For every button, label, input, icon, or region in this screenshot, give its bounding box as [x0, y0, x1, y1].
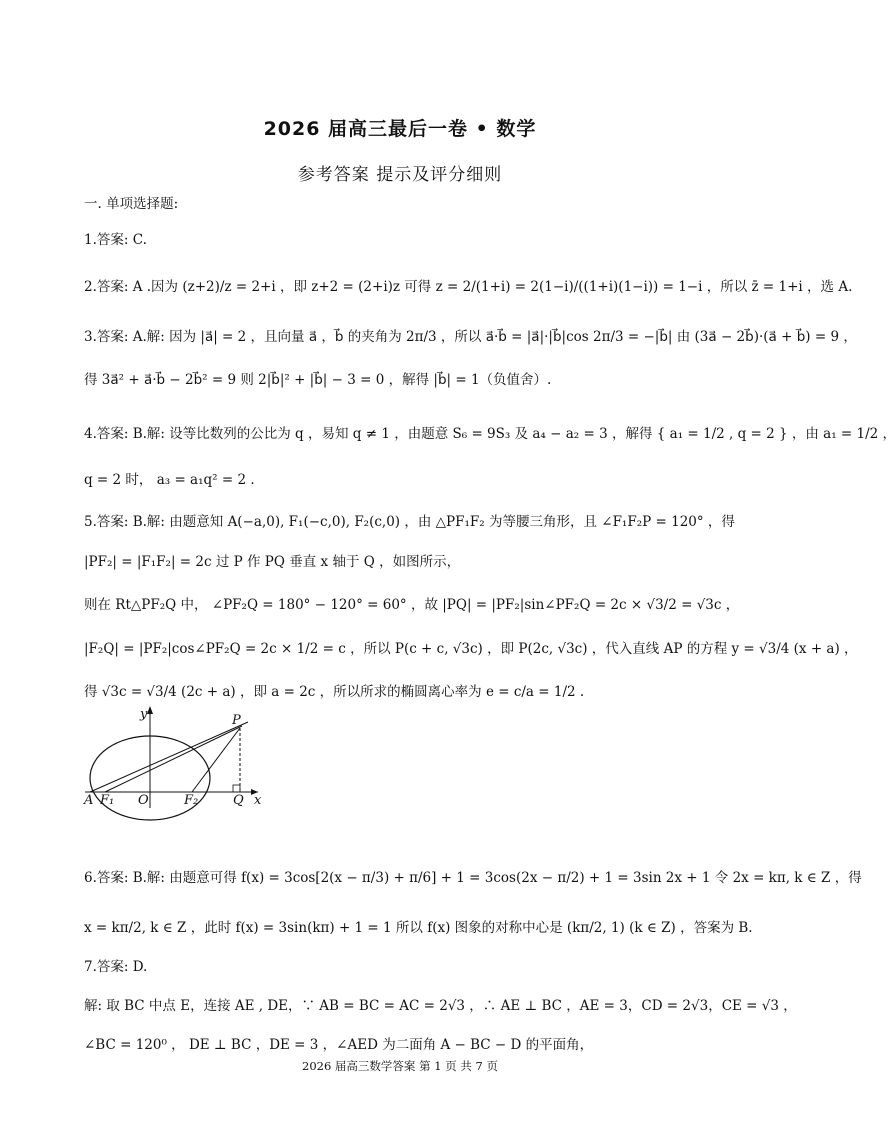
- answer-line-5c: 则在 Rt△PF₂Q 中， ∠PF₂Q = 180° − 120° = 60° ，故 |PQ| = |PF₂|sin∠PF₂Q = 2c × √3/2 = √3c ，: [84, 597, 740, 613]
- figure-label-p: P: [232, 713, 241, 728]
- answer-line-2: 2.答案: A .因为 (z+2)/z = 2+i ，即 z+2 = (2+i)z 可得 z = 2/(1+i) = 2(1−i)/((1+i)(1−i)) = 1−i ，所以 z̄ = 1+i ，选 A.: [84, 279, 853, 295]
- answer-line-5e: 得 √3c = √3/4 (2c + a) ，即 a = 2c ，所以所求的椭圆离心率为 e = c/a = 1/2 .: [84, 684, 585, 700]
- ellipse-diagram: [80, 700, 280, 810]
- figure-label-a: A: [84, 793, 94, 808]
- answer-line-5b: |PF₂| = |F₁F₂| = 2c 过 P 作 PQ 垂直 x 轴于 Q ，如图所示，: [84, 554, 461, 570]
- figure-label-y: y: [140, 707, 148, 722]
- figure-label-o: O: [138, 793, 149, 808]
- answer-line-6a: 6.答案: B.解: 由题意可得 f(x) = 3cos[2(x − π/3) + π/6] + 1 = 3cos(2x − π/2) + 1 = 3sin 2x + 1 令 2x = kπ, k ∈ Z ，得: [84, 870, 862, 886]
- section-heading: 一. 单项选择题:: [84, 196, 179, 212]
- answer-line-4b: q = 2 时， a₃ = a₁q² = 2 .: [84, 472, 255, 488]
- page-title: 2026 届高三最后一卷 • 数学: [263, 118, 537, 140]
- answer-line-3b: 得 3a⃗² + a⃗·b⃗ − 2b⃗² = 9 则 2|b⃗|² + |b⃗| − 3 = 0 ，解得 |b⃗| = 1（负值舍）.: [84, 372, 552, 388]
- figure-label-f2: F₂: [184, 793, 199, 808]
- answer-line-4a: 4.答案: B.解: 设等比数列的公比为 q ，易知 q ≠ 1 ，由题意 S₆ = 9S₃ 及 a₄ − a₂ = 3 ，解得 { a₁ = 1/2 , q = 2 } ，由 a₁ = 1/2 ，: [84, 426, 896, 442]
- answer-line-1: 1.答案: C.: [84, 232, 147, 248]
- figure-label-f1: F₁: [100, 793, 115, 808]
- figure-label-q: Q: [233, 793, 244, 808]
- answer-line-5d: |F₂Q| = |PF₂|cos∠PF₂Q = 2c × 1/2 = c ，所以 P(c + c, √3c) ，即 P(2c, √3c) ，代入直线 AP 的方程 y = √3/4 (x + a) ，: [84, 641, 858, 657]
- figure-label-x: x: [254, 793, 262, 808]
- answer-line-3a: 3.答案: A.解: 因为 |a⃗| = 2 ，且向量 a⃗ ，b⃗ 的夹角为 2π/3 ，所以 a⃗·b⃗ = |a⃗|·|b⃗|cos 2π/3 = −|b⃗| 由 (3a⃗ − 2b⃗)·(a⃗ + b⃗) = 9 ，: [84, 329, 857, 345]
- answer-line-7: 7.答案: D.: [84, 959, 148, 975]
- page-subtitle: 参考答案 提示及评分细则: [297, 165, 503, 185]
- answer-line-7b: ∠BC = 120⁰ ， DE ⊥ BC ，DE = 3 ，∠AED 为二面角 A − BC − D 的平面角，: [84, 1037, 594, 1053]
- answer-line-6b: x = kπ/2, k ∈ Z ，此时 f(x) = 3sin(kπ) + 1 = 1 所以 f(x) 图象的对称中心是 (kπ/2, 1) (k ∈ Z) ，答案为 B.: [84, 920, 753, 936]
- answer-line-5a: 5.答案: B.解: 由题意知 A(−a,0), F₁(−c,0), F₂(c,0) ，由 △PF₁F₂ 为等腰三角形，且 ∠F₁F₂P = 120° ，得: [84, 514, 735, 530]
- page-footer: 2026 届高三数学答案 第 1 页 共 7 页: [302, 1059, 498, 1073]
- answer-line-7a: 解: 取 BC 中点 E，连接 AE , DE，∵ AB = BC = AC = 2√3 ，∴ AE ⊥ BC ，AE = 3，CD = 2√3，CE = √3 ，: [84, 998, 797, 1014]
